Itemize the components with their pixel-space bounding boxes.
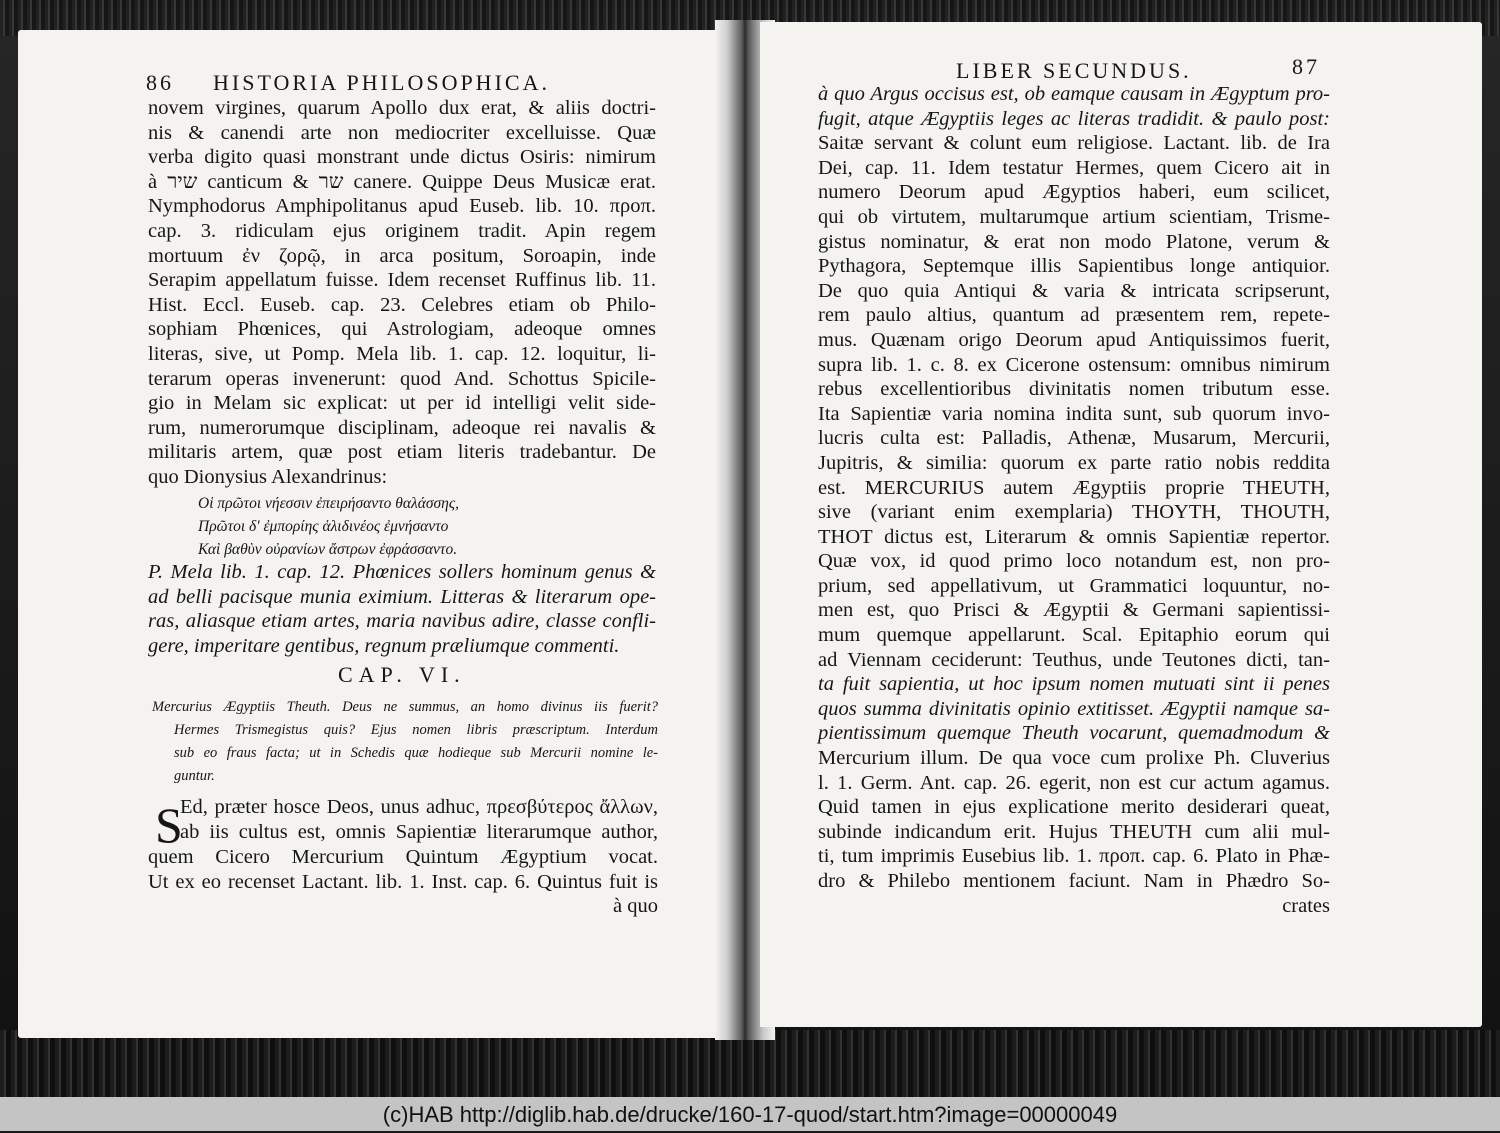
text-line: militaris artem, quæ post etiam literis tradebantur. De — [148, 441, 656, 464]
text-line: THOT dictus est, Literarum & omnis Sapientiæ repertor. — [818, 525, 1330, 548]
mela-quotation — [148, 560, 656, 658]
text-line: rum, numerorumque disciplinam, adeoque rei navalis & — [148, 416, 656, 439]
text-line: ab iis cultus est, omnis Sapientiæ literarumque author, — [180, 820, 658, 843]
text-line: sophiam Phœnices, qui Astrologiam, adeoque omnes — [148, 318, 656, 341]
text-line: Quæ vox, id quod primo loco notandum est, non pro- — [818, 550, 1330, 573]
text-line: gistus nominatur, & erat non modo Platone, verum & — [818, 230, 1330, 253]
text-line: ad Viennam ceciderunt: Teuthus, unde Teutones dicti, tan- — [818, 648, 1330, 671]
summary-line: Hermes Trismegistus quis? Ejus nomen libris præscriptum. Interdum — [174, 722, 658, 738]
text-line: prium, sed appellativum, ut Grammatici loquuntur, no- — [818, 574, 1330, 597]
text-line: Jupitris, & similia: quorum ex parte ratio nobis reddita — [818, 451, 1330, 474]
text-line: ti, tum imprimis Eusebius lib. 1. προπ. cap. 6. Plato in Phæ- — [818, 845, 1330, 868]
text-line: pientissimum quemque Theuth vocarunt, quemadmodum & — [818, 722, 1330, 745]
summary-line: Mercurius Ægyptiis Theuth. Deus ne summus, an homo divinus iis fuerit? — [152, 699, 658, 715]
text-line: quem Cicero Mercurium Quintum Ægyptium vocat. — [148, 846, 658, 868]
archive-credit-bar — [0, 1097, 1500, 1131]
text-line: est. MERCURIUS autem Ægyptiis proprie THEUTH, — [818, 476, 1330, 499]
text-line: gio in Melam sic explicat: ut per id intelligi velit side- — [148, 392, 656, 415]
text-line: sive (variant enim exemplaria) THOYTH, THOUTH, — [818, 501, 1330, 524]
left-running-head: HISTORIA PHILOSOPHICA. — [213, 70, 550, 95]
chapter-opening-cont — [148, 845, 658, 919]
text-line: Dei, cap. 11. Idem testatur Hermes, quem Cicero ait in — [818, 156, 1330, 179]
text-line: mum quemque appellarunt. Scal. Epitaphio eorum qui — [818, 624, 1330, 647]
text-line: ras, aliasque etiam artes, maria navibus adire, classe confli- — [148, 610, 656, 633]
text-line: Ed, præter hosce Deos, unus adhuc, πρεσβύτερος ἄλλων, — [180, 796, 658, 818]
text-line: supra lib. 1. c. 8. ex Cicerone ostensum: omnibus nimirum — [818, 353, 1330, 376]
text-line: ta fuit sapientia, ut hoc ipsum nomen mutuati sint ii penes — [818, 673, 1330, 696]
text-line: l. 1. Germ. Ant. cap. 26. egerit, non est cur actum agamus. — [818, 771, 1330, 794]
summary-line: sub eo fraus facta; ut in Schedis quæ hodieque sub Mercurii nomine le- — [174, 745, 658, 761]
text-line: men est, quo Prisci & Ægyptii & Germani sapientissi- — [818, 599, 1330, 622]
right-body-text — [818, 82, 1330, 918]
right-page-number-wrap — [1292, 54, 1320, 80]
text-line: verba digito quasi monstrant unde dictus Osiris: nimirum — [148, 146, 656, 169]
left-page-number: 86 — [146, 70, 174, 95]
right-running-head: LIBER SECUNDUS. — [956, 58, 1192, 83]
greek-verse: Πρῶτοι δ' ἐμπορίης ἁλιδινέος ἐμνήσαντο — [198, 518, 449, 535]
text-line: subinde indicandum erit. Hujus THEUTH cum alii mul- — [818, 820, 1330, 843]
right-page-number: 87 — [1292, 54, 1320, 79]
text-line: terarum operas invenerunt: quod And. Schottus Spicile- — [148, 367, 656, 390]
text-line: numero Deorum apud Ægyptios haberi, eum scilicet, — [818, 181, 1330, 204]
left-page — [18, 30, 730, 1038]
text-line: novem virgines, quarum Apollo dux erat, & aliis doctri- — [148, 97, 656, 119]
text-line: à quo Argus occisus est, ob eamque causam in Ægyptum pro- — [818, 83, 1330, 105]
text-line: Mercurium illum. De qua voce cum prolixe Ph. Cluverius — [818, 747, 1330, 770]
text-line: P. Mela lib. 1. cap. 12. Phœnices sollers hominum genus & — [148, 561, 656, 583]
left-page-header — [146, 70, 550, 96]
text-line: mortuum ἐν ζορῷ, in arca positum, Soroapin, inde — [148, 244, 656, 267]
text-line: à שיר canticum & שר canere. Quippe Deus Musicæ erat. — [148, 170, 656, 193]
greek-verse-block — [198, 492, 638, 561]
text-line: Serapim appellatum fuisse. Idem recenset Ruffinus lib. 11. — [148, 269, 656, 292]
chapter-opening — [180, 795, 658, 844]
text-line: Ut ex eo recenset Lactant. lib. 1. Inst. cap. 6. Quintus fuit is — [148, 870, 658, 893]
text-line: quos summa divinitatis opinio extitisset. Ægyptii namque sa- — [818, 697, 1330, 720]
text-line: dro & Philebo mentionem faciunt. Nam in Phædro So- — [818, 870, 1330, 892]
greek-verse: Οἱ πρῶτοι νήεσσιν ἐπειρήσαντο θαλάσσης, — [198, 495, 460, 512]
text-line: gere, imperitare gentibus, regnum præliumque commenti. — [148, 634, 620, 657]
text-line: rebus excellentioribus divinitatis nomen tributum esse. — [818, 378, 1330, 401]
scan-bottom-edge — [0, 1030, 1500, 1097]
text-line: nis & canendi arte non mediocriter excelluisse. Quæ — [148, 121, 656, 144]
text-line: Ita Sapientiæ varia nomina indita sunt, sub quorum invo- — [818, 402, 1330, 425]
text-line: Nymphodorus Amphipolitanus apud Euseb. lib. 10. προπ. — [148, 195, 656, 218]
text-line: fugit, atque Ægyptiis leges ac literas tradidit. & paulo post: — [818, 107, 1330, 130]
text-line: ad belli pacisque munia eximium. Litteras & literarum ope- — [148, 585, 656, 608]
summary-line: guntur. — [174, 768, 215, 784]
text-line: mus. Quænam origo Deorum apud Antiquissimos fuerit, — [818, 328, 1330, 351]
text-line: Saitæ servant & colunt eum religiose. Lactant. lib. de Ira — [818, 132, 1330, 155]
archive-credit-text: (c)HAB http://diglib.hab.de/drucke/160-17-quod/start.htm?image=00000049 — [382, 1102, 1118, 1127]
catchword: crates — [1282, 894, 1330, 917]
chapter-summary — [152, 696, 658, 788]
right-page-header — [956, 58, 1192, 84]
text-line: lucris culta est: Palladis, Athenæ, Musarum, Mercurii, — [818, 427, 1330, 450]
text-line: Hist. Eccl. Euseb. cap. 23. Celebres etiam ob Philo- — [148, 293, 656, 316]
left-body-text — [148, 96, 656, 490]
text-line: cap. 3. ridiculam ejus originem tradit. Apin regem — [148, 219, 656, 242]
text-line: rem paulo altius, quantum ad præsentem rem, repete- — [818, 304, 1330, 327]
text-line: quo Dionysius Alexandrinus: — [148, 465, 388, 488]
text-line: Pythagora, Septemque illis Sapientibus longe antiquior. — [818, 255, 1330, 278]
text-line: De quo quia Antiqui & varia & intricata scripserunt, — [818, 279, 1330, 302]
text-line: literas, sive, ut Pomp. Mela lib. 1. cap. 12. loquitur, li- — [148, 342, 656, 365]
right-page — [760, 22, 1482, 1027]
text-line: qui ob virtutem, multarumque artium scientiam, Trisme- — [818, 205, 1330, 228]
greek-verse: Καὶ βαθὺν οὐρανίων ἄστρων ἐφράσσαντο. — [198, 541, 458, 558]
drop-cap: S — [155, 797, 183, 853]
catchword: à quo — [613, 895, 658, 918]
text-line: Quid tamen in ejus explicatione merito desiderari queat, — [818, 796, 1330, 819]
chapter-title: CAP. VI. — [338, 662, 466, 687]
